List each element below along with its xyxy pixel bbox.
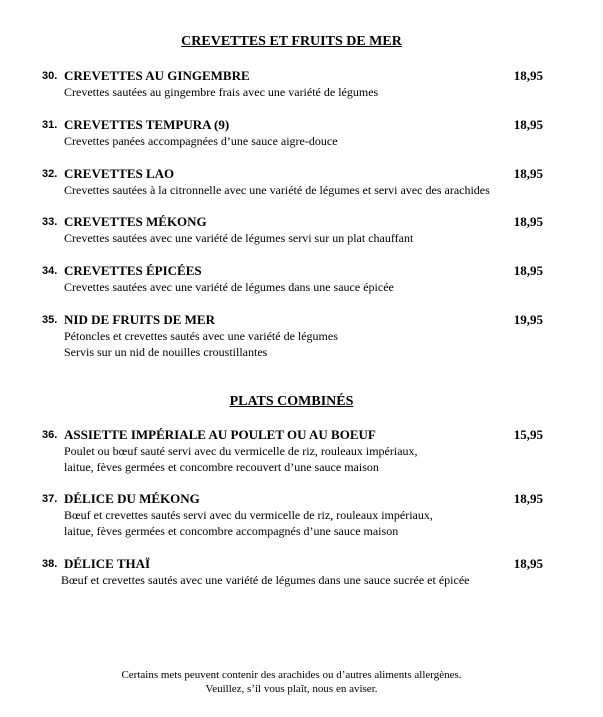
description-line: Pétoncles et crevettes sautés avec une variété de légumes: [64, 329, 338, 343]
item-price: 18,95: [513, 491, 543, 506]
description-line: Servis sur un nid de nouilles croustillantes: [64, 345, 268, 359]
allergen-notice-line-1: Certains mets peuvent contenir des arachides ou d’autres aliments allergènes.: [121, 669, 462, 681]
item-number: 32.: [42, 168, 58, 180]
item-price: 18,95: [513, 556, 543, 571]
item-description: [61, 572, 469, 588]
item-description: [64, 328, 338, 360]
item-name: CREVETTES LAO: [64, 166, 175, 181]
item-number: 34.: [42, 265, 58, 277]
section-title-seafood: CREVETTES ET FRUITS DE MER: [181, 34, 402, 49]
item-price: 18,95: [513, 166, 543, 181]
item-name: DÉLICE THAÏ: [64, 556, 151, 571]
section-title-combos: PLATS COMBINÉS: [229, 394, 354, 409]
item-price: 15,95: [513, 427, 543, 442]
item-name: CREVETTES AU GINGEMBRE: [64, 68, 250, 83]
item-name: DÉLICE DU MÉKONG: [64, 491, 200, 506]
description-line: laitue, fèves germées et concombre recouvert d’une sauce maison: [64, 460, 379, 474]
item-name: CREVETTES TEMPURA (9): [64, 117, 230, 132]
description-line: Crevettes sautées avec une variété de légumes servi sur un plat chauffant: [64, 231, 414, 245]
allergen-notice-line-2: Veuillez, s’il vous plaît, nous en aviser.: [205, 683, 378, 695]
item-name: CREVETTES ÉPICÉES: [64, 263, 202, 278]
description-line: Crevettes sautées au gingembre frais avec une variété de légumes: [64, 85, 379, 99]
item-number: 31.: [42, 119, 58, 131]
item-description: [64, 230, 413, 246]
description-line: laitue, fèves germées et concombre accompagnés d’une sauce maison: [64, 524, 399, 538]
description-line: Poulet ou bœuf sauté servi avec du vermicelle de riz, rouleaux impériaux,: [64, 444, 418, 458]
item-price: 18,95: [513, 263, 543, 278]
item-price: 18,95: [513, 68, 543, 83]
item-description: [64, 84, 378, 100]
item-name: ASSIETTE IMPÉRIALE AU POULET OU AU BOEUF: [64, 427, 376, 442]
item-number: 30.: [42, 70, 58, 82]
description-line: Crevettes sautées à la citronnelle avec une variété de légumes et servi avec des arachides: [64, 183, 490, 197]
item-number: 37.: [42, 493, 58, 505]
item-number: 33.: [42, 216, 58, 228]
description-line: Bœuf et crevettes sautés servi avec du vermicelle de riz, rouleaux impériaux,: [64, 508, 433, 522]
allergen-notice: [0, 668, 583, 696]
description-line: Crevettes panées accompagnées d’une sauce aigre-douce: [64, 134, 338, 148]
item-description: [64, 182, 490, 198]
item-price: 18,95: [513, 117, 543, 132]
item-description: [64, 133, 338, 149]
description-line: Crevettes sautées avec une variété de légumes dans une sauce épicée: [64, 280, 394, 294]
item-name: CREVETTES MÉKONG: [64, 214, 207, 229]
item-description: [64, 279, 394, 295]
description-line: Bœuf et crevettes sautés avec une variété de légumes dans une sauce sucrée et épicée: [61, 573, 470, 587]
item-description: [64, 443, 418, 475]
item-description: [64, 507, 433, 539]
item-number: 38.: [42, 558, 58, 570]
item-price: 19,95: [513, 312, 543, 327]
item-price: 18,95: [513, 214, 543, 229]
item-number: 36.: [42, 429, 58, 441]
item-name: NID DE FRUITS DE MER: [64, 312, 215, 327]
item-number: 35.: [42, 314, 58, 326]
